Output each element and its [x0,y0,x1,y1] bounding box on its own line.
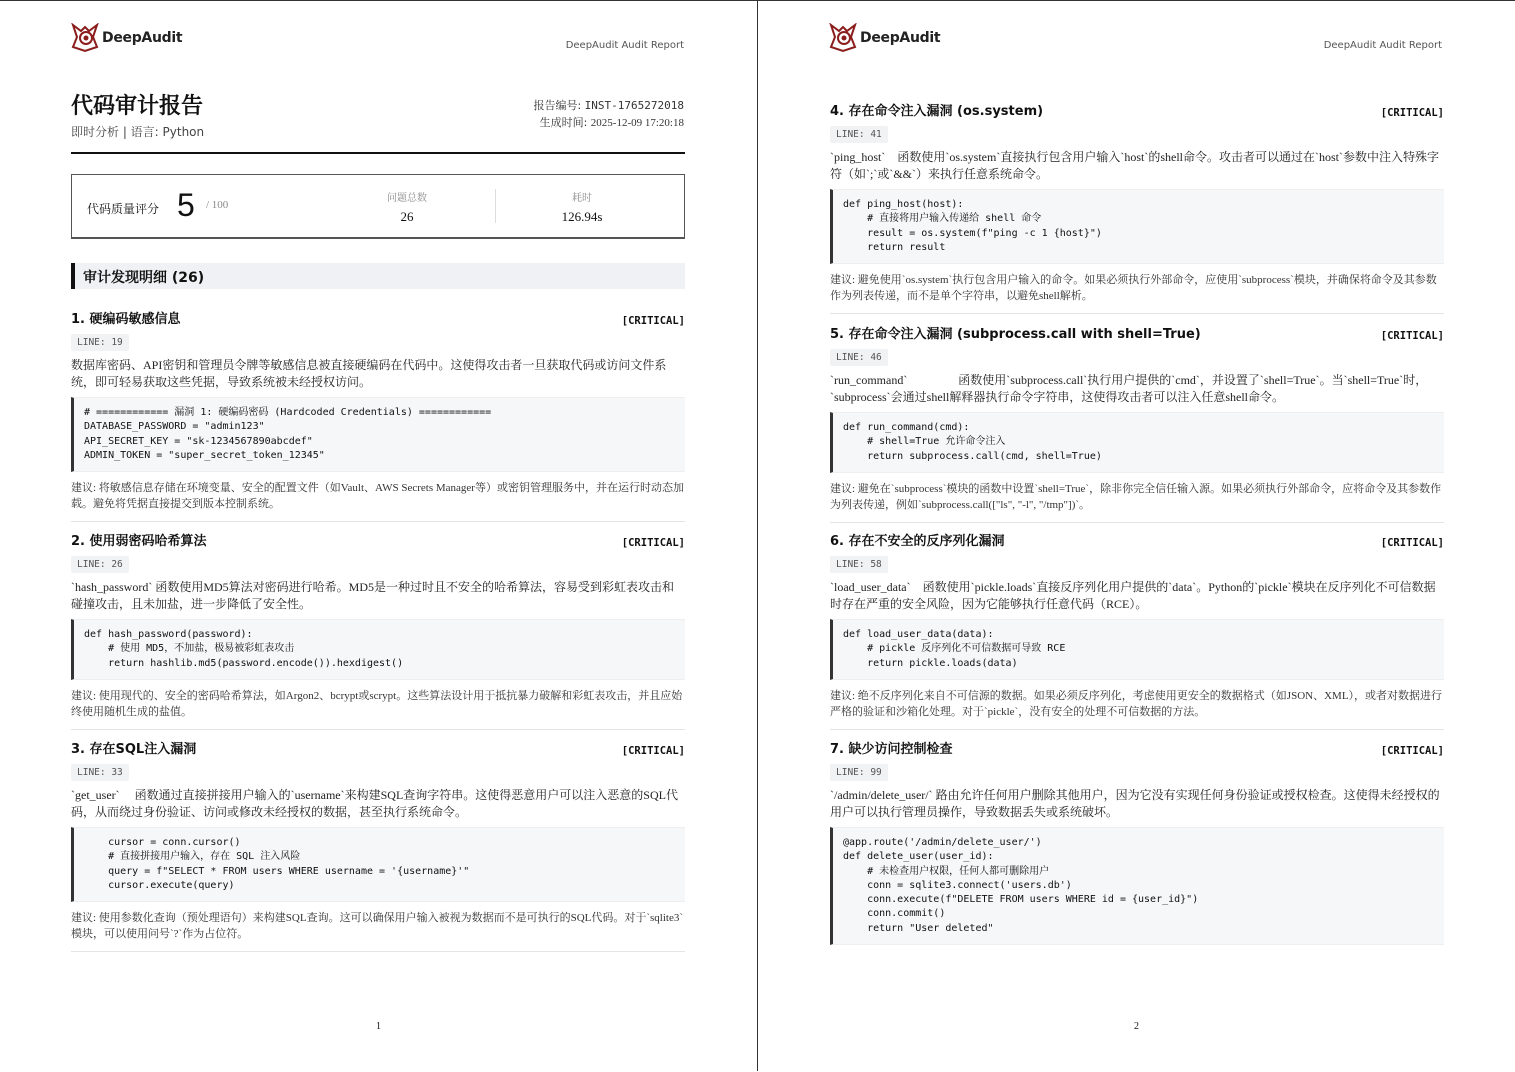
finding-header [830,101,1444,119]
finding-item [830,101,1444,314]
severity-badge: [CRITICAL] [621,745,685,757]
code-snippet: # ============ 漏洞 1: 硬编码密码 (Hardcoded Credentials) ============ DATABASE_PASSWORD = "admin123" API_SECRET_KEY = "sk-1234567890abcdef" ADMIN_TOKEN = "super_secret_token_12345" [71,397,685,472]
severity-badge: [CRITICAL] [1380,330,1444,342]
page-number: 1 [376,1021,381,1032]
header-rule [71,152,685,154]
code-snippet: def run_command(cmd): # shell=True 允许命令注入 return subprocess.call(cmd, shell=True) [830,412,1444,473]
issues-label: 问题总数 [387,193,427,204]
code-snippet: def hash_password(password): # 使用 MD5，不加盐，极易被彩虹表攻击 return hashlib.md5(password.encode()).hexdigest() [71,619,685,680]
generated-time: 2025-12-09 17:20:18 [590,117,684,129]
duration-label: 耗时 [572,193,592,204]
duration-value: 126.94s [561,209,603,224]
report-subtitle: 即时分析 | 语言: Python [71,125,205,139]
report-page-2 [758,0,1515,1072]
finding-description: `hash_password` 函数使用MD5算法对密码进行哈希。MD5是一种过时且不安全的哈希算法，容易受到彩虹表攻击和碰撞攻击，且未加盐，进一步降低了安全性。 [71,580,674,611]
finding-item [71,531,685,730]
severity-badge: [CRITICAL] [621,537,685,549]
line-badge: LINE: 41 [830,126,888,143]
severity-badge: [CRITICAL] [621,315,685,327]
code-snippet: @app.route('/admin/delete_user/') def delete_user(user_id): # 未检查用户权限，任何人都可删除用户 conn = sqlite3.connect('users.db') conn.execute(f"DELETE FROM users WHERE id = {user_id}") conn.commit() return "User deleted" [830,827,1444,945]
finding-header [71,739,685,757]
report-page-1 [0,0,757,1072]
score-value: 5 [177,187,195,223]
brand-logo [829,23,940,53]
code-snippet: def ping_host(host): # 直接将用户输入传递给 shell 命令 result = os.system(f"ping -c 1 {host}") return result [830,189,1444,264]
finding-divider [830,313,1444,314]
finding-divider [830,522,1444,523]
severity-badge: [CRITICAL] [1380,745,1444,757]
report-meta [533,97,684,132]
line-badge: LINE: 19 [71,334,129,351]
brand-name: DeepAudit [102,30,183,46]
code-snippet: def load_user_data(data): # pickle 反序列化不可信数据可导致 RCE return pickle.loads(data) [830,619,1444,680]
code-snippet: cursor = conn.cursor() # 直接拼接用户输入，存在 SQL 注入风险 query = f"SELECT * FROM users WHERE username = '{username}'" cursor.execute(query) [71,827,685,902]
page-number: 2 [1134,1021,1139,1032]
deepaudit-logo-icon [71,23,99,53]
finding-divider [71,521,685,522]
line-badge: LINE: 99 [830,764,888,781]
finding-title: 1. 硬编码敏感信息 [71,312,181,327]
finding-header [830,531,1444,549]
finding-description: `ping_host` 函数使用`os.system`直接执行包含用户输入`host`的shell命令。攻击者可以通过在`host`参数中注入特殊字符（如`;`或`&&`）来执行任意系统命令。 [830,150,1439,181]
report-no: INST-1765272018 [584,99,684,112]
finding-item [830,324,1444,523]
brand-name: DeepAudit [860,30,941,46]
finding-item [830,531,1444,730]
finding-header [830,739,1444,757]
finding-title: 6. 存在不安全的反序列化漏洞 [830,534,1005,549]
brand-logo [71,23,182,53]
finding-item [71,309,685,522]
score-label: 代码质量评分 [87,202,160,216]
finding-title: 3. 存在SQL注入漏洞 [71,742,197,757]
score-max: / 100 [206,199,229,211]
finding-description: `load_user_data` 函数使用`pickle.loads`直接反序列化用户提供的`data`。Python的`pickle`模块在反序列化不可信数据时存在严重的安全风险，因为它能够执行任意代码（RCE）。 [830,580,1436,611]
finding-item [830,739,1444,945]
finding-header [830,324,1444,342]
line-badge: LINE: 46 [830,349,888,366]
finding-suggestion: 建议: 使用现代的、安全的密码哈希算法，如Argon2、bcrypt或scrypt。这些算法设计用于抵抗暴力破解和彩虹表攻击，并且应始终使用随机生成的盐值。 [71,689,683,718]
finding-description: `/admin/delete_user/` 路由允许任何用户删除其他用户，因为它没有实现任何身份验证或授权检查。这使得未经授权的用户可以执行管理员操作，导致数据丢失或系统破坏。 [830,788,1440,819]
finding-suggestion: 建议: 避免在`subprocess`模块的函数中设置`shell=True`，除非你完全信任输入源。如果必须执行外部命令，应将命令及其参数作为列表传递，例如`subprocess.call(["ls", "-l", "/tmp"])`。 [830,482,1442,511]
page-title: 代码审计报告 [71,94,204,119]
line-badge: LINE: 26 [71,556,129,573]
report-no-label: 报告编号: [533,99,585,112]
finding-title: 7. 缺少访问控制检查 [830,742,953,757]
finding-title: 4. 存在命令注入漏洞 (os.system) [830,104,1044,119]
findings-section-header [71,263,685,289]
finding-item [71,739,685,952]
header-report-label: DeepAudit Audit Report [565,40,684,51]
line-badge: LINE: 33 [71,764,129,781]
finding-description: 数据库密码、API密钥和管理员令牌等敏感信息被直接硬编码在代码中。这使得攻击者一旦获取代码或访问文件系统，即可轻易获取这些凭据，导致系统被未经授权访问。 [71,358,667,389]
finding-divider [71,951,685,952]
generated-label: 生成时间: [539,116,591,129]
finding-suggestion: 建议: 使用参数化查询（预处理语句）来构建SQL查询。这可以确保用户输入被视为数据而不是可执行的SQL代码。对于`sqlite3`模块，可以使用问号`?`作为占位符。 [71,912,684,941]
stat-divider [495,189,496,223]
section-title: 审计发现明细 (26) [83,270,205,286]
deepaudit-logo-icon [829,23,857,53]
issues-value: 26 [400,209,414,224]
summary-box [71,174,685,239]
finding-title: 5. 存在命令注入漏洞 (subprocess.call with shell=True) [830,327,1201,342]
finding-title: 2. 使用弱密码哈希算法 [71,534,207,549]
severity-badge: [CRITICAL] [1380,537,1444,549]
issues-stat [347,189,467,225]
finding-suggestion: 建议: 将敏感信息存储在环境变量、安全的配置文件（如Vault、AWS Secrets Manager等）或密钥管理服务中，并在运行时动态加载。避免将凭据直接提交到版本控制系统。 [71,482,684,511]
finding-header [71,531,685,549]
duration-stat [522,189,642,225]
severity-badge: [CRITICAL] [1380,107,1444,119]
line-badge: LINE: 58 [830,556,888,573]
finding-suggestion: 建议: 避免使用`os.system`执行包含用户输入的命令。如果必须执行外部命令，应使用`subprocess`模块，并确保将命令及其参数作为列表传递，而不是单个字符串，以避免shell解析。 [830,274,1437,303]
finding-description: `run_command` 函数使用`subprocess.call`执行用户提供的`cmd`，并设置了`shell=True`。当`shell=True`时，`subprocess`会通过shell解释器执行命令字符串，这使得攻击者可以注入任意shell命令。 [830,373,1428,404]
finding-description: `get_user` 函数通过直接拼接用户输入的`username`来构建SQL查询字符串。这使得恶意用户可以注入恶意的SQL代码，从而绕过身份验证、访问或修改未经授权的数据，甚至执行系统命令。 [71,788,678,819]
finding-header [71,309,685,327]
finding-divider [71,729,685,730]
header-report-label: DeepAudit Audit Report [1323,40,1442,51]
finding-suggestion: 建议: 绝不反序列化来自不可信源的数据。如果必须反序列化，考虑使用更安全的数据格式（如JSON、XML），或者对数据进行严格的验证和沙箱化处理。对于`pickle`，没有安全的处理不可信数据的方法。 [830,689,1443,718]
finding-divider [830,729,1444,730]
